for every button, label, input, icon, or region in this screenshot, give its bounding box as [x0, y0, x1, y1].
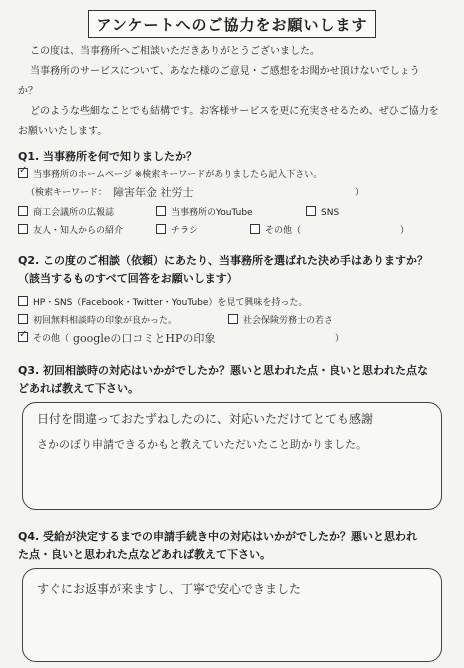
intro-line-1: この度は、当事務所へご相談いただきありがとうございました。 [30, 46, 320, 57]
q3-answer-box[interactable] [22, 402, 442, 510]
q2-options-row [18, 314, 333, 328]
q1-homepage-label: 当事務所のホームページ ※検索キーワードがありましたら記入下さい。 [33, 170, 323, 180]
q1-options-row-2 [18, 224, 409, 238]
q1-homepage-checkbox[interactable] [18, 168, 28, 178]
q4-question-line-2: た点・良いと思われた点などあれば教えて下さい。 [18, 548, 271, 561]
q2-young-label: 社会保険労務士の若さ [243, 316, 334, 326]
q1-other-checkbox[interactable] [250, 224, 260, 234]
q4-answer-box[interactable] [22, 568, 442, 662]
q1-keyword-value[interactable]: 障害年金 社労士 [113, 186, 194, 199]
q2-other-close: ） [335, 334, 345, 344]
q1-sns-checkbox[interactable] [306, 206, 316, 216]
intro-text [18, 42, 448, 142]
q2-young-checkbox[interactable] [228, 314, 238, 324]
q2-question: Q2. この度のご相談（依頼）にあたり、当事務所を選ばれた決め手はありますか？ [18, 254, 429, 267]
q1-other-label: その他（ [265, 226, 302, 236]
q3-answer-line-1: 日付を間違っておたずねしたのに、対応いただけてとても感謝 [37, 412, 374, 426]
q1-flyer-label: チラシ [171, 226, 199, 236]
q1-options-row-1 [18, 206, 339, 220]
q1-sns-label: SNS [321, 208, 340, 218]
q1-chamber-checkbox[interactable] [18, 206, 28, 216]
q3-answer-line-2: さかのぼり申請できるかもと教えていただいたこと助かりました。 [37, 438, 367, 451]
q1-flyer-checkbox[interactable] [156, 224, 166, 234]
q1-chamber-label: 商工会議所の広報誌 [33, 208, 115, 218]
q1-homepage-row [18, 168, 322, 182]
intro-line-3: か？ [18, 86, 38, 97]
q4-question-line-1: Q4. 受給が決定するまでの申請手続き中の対応はいかがでしたか？悪いと思われ [18, 530, 418, 543]
q2-other-row [18, 332, 344, 346]
q2-other-value[interactable]: googleの口コミとHPの印象 [73, 332, 216, 345]
intro-line-2: 当事務所のサービスについて、あなた様のご意見・ご感想をお聞かせ頂けないでしょう [30, 66, 420, 77]
q2-hp-label: HP・SNS（Facebook・Twitter・YouTube）を見て興味を持った。 [33, 298, 308, 308]
q1-friend-label: 友人・知人からの紹介 [33, 226, 124, 236]
q1-keyword-close: ） [355, 188, 365, 198]
q1-keyword-row [26, 186, 364, 200]
q1-keyword-label: （検索キーワード： [26, 188, 108, 198]
q4-answer-line-1: すぐにお返事が来ますし、丁寧で安心できました [37, 582, 302, 596]
q2-consult-label: 初回無料相談時の印象が良かった。 [33, 316, 178, 326]
q3-question-line-1: Q3. 初回相談時の対応はいかがでしたか？悪いと思われた点・良いと思われた点な [18, 364, 429, 377]
q1-youtube-label: 当事務所のYouTube [171, 208, 253, 218]
survey-title: アンケートへのご協力をお願いします [88, 10, 376, 38]
q3-question-line-2: どあれば教えて下さい。 [18, 382, 139, 395]
q1-other-close: ） [400, 226, 410, 236]
intro-line-5: お願いいたします。 [18, 126, 108, 137]
intro-line-4: どのような些細なことでも結構です。お客様サービスを更に充実させるため、ぜひご協力を [30, 106, 439, 117]
q1-friend-checkbox[interactable] [18, 224, 28, 234]
q2-consult-checkbox[interactable] [18, 314, 28, 324]
q1-youtube-checkbox[interactable] [156, 206, 166, 216]
q2-hp-checkbox[interactable] [18, 296, 28, 306]
q2-hp-row [18, 296, 307, 310]
q2-other-checkbox[interactable] [18, 332, 28, 342]
q2-other-label: その他（ [33, 334, 70, 344]
q1-question: Q1. 当事務所を何で知りましたか？ [18, 150, 198, 163]
q2-subtext: （該当するものすべて回答をお願いします） [18, 272, 238, 285]
